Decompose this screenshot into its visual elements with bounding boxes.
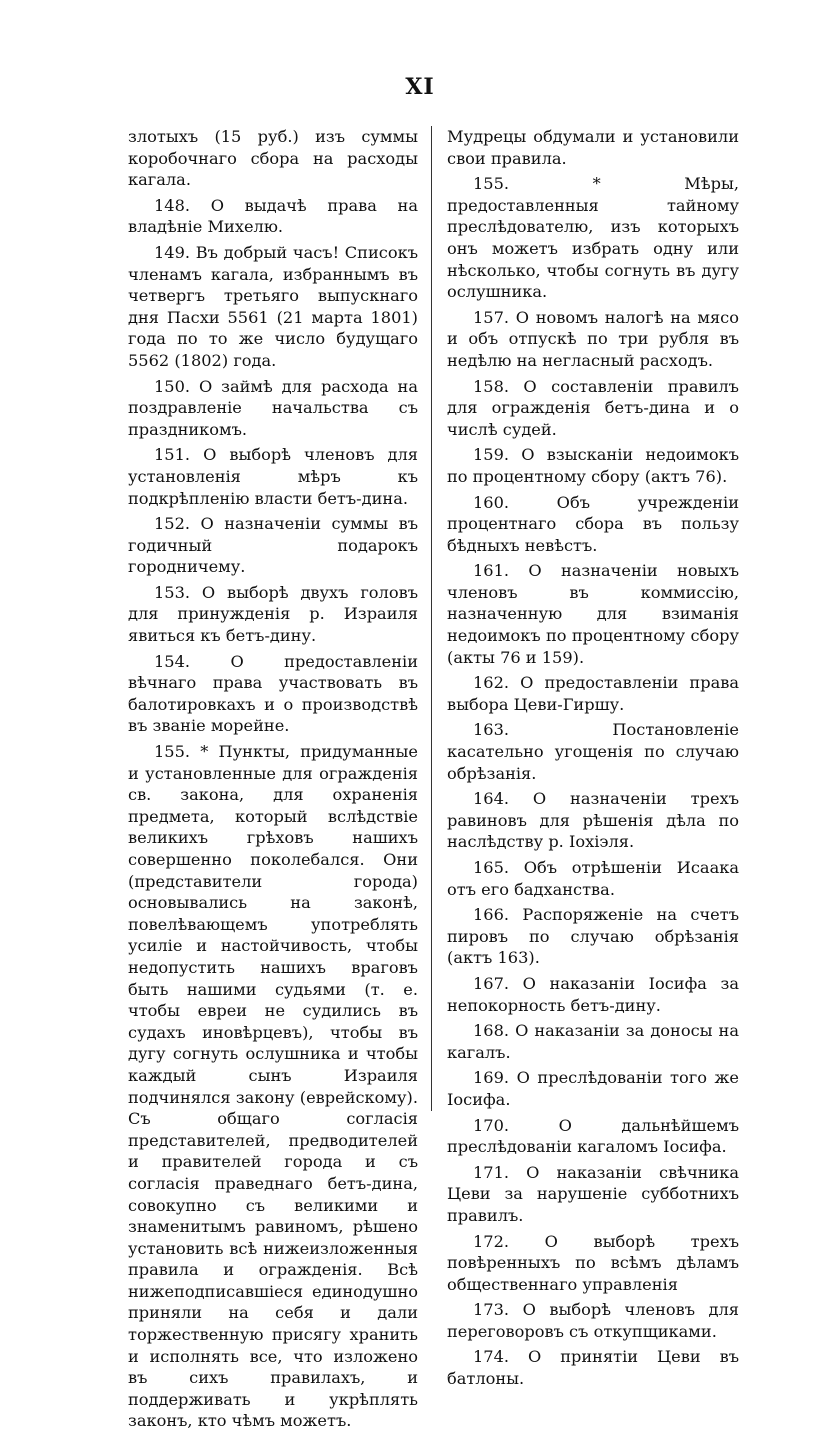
paragraph: 158. О составленіи правилъ для огражденія бетъ-дина и о числѣ судей. xyxy=(447,376,739,439)
paragraph: 165. Объ отрѣшеніи Исаака отъ его бадханства. xyxy=(447,858,739,899)
paragraph: 174. О принятіи Цеви въ батлоны. xyxy=(447,1347,739,1389)
paragraph: 159. О взысканіи недоимокъ по процентному сбору (актъ 76). xyxy=(447,445,739,486)
paragraph: 155. * Мѣры, предоставленныя тайному преслѣдователю, изъ которыхъ онъ можетъ избрать одну или нѣсколько, чтобы согнуть въ дугу ослушника. xyxy=(447,174,739,302)
paragraph: 155. * Пункты, придуманные и установленные для огражденія св. закона, для охраненія предмета, который вслѣдствіе великихъ грѣховъ нашихъ совершенно поколебался. Они (представители города) основывались на законѣ, повелѣвающемъ употреблять усиліе и настойчивость, чтобы недопустить нашихъ враговъ быть нашими судьями (т. е. чтобы евреи не судились въ судахъ иновѣрцевъ), чтобы въ дугу согнуть ослушника и чтобы каждый сынъ Израиля подчинялся закону (еврейскому). Съ общаго согласія представителей, предводителей и правителей города и съ согласія праведнаго бетъ-дина, совокупно съ великими и знаменитымъ равиномъ, рѣшено установить всѣ нижеизложенныя правила и огражденія. Всѣ нижеподписавшіеся единодушно приняли на себя и дали торжественную присягу хранить и исполнять все, что изложено въ сихъ правилахъ, и поддерживать и укрѣплять законъ, кто чѣмъ можетъ. xyxy=(128,742,418,1431)
paragraph: 157. О новомъ налогѣ на мясо и объ отпускѣ по три рубля въ недѣлю на негласный расходъ. xyxy=(447,307,739,370)
paragraph: 169. О преслѣдованіи того же Іосифа. xyxy=(447,1068,739,1109)
paragraph: 151. О выборѣ членовъ для установленія мѣръ къ подкрѣпленію власти бетъ-дина. xyxy=(128,445,418,508)
paragraph: 170. О дальнѣйшемъ преслѣдованіи кагаломъ Іосифа. xyxy=(447,1115,739,1157)
page-number: XI xyxy=(405,74,435,100)
paragraph: 163. Постановленіе касательно угощенія по случаю обрѣзанія. xyxy=(447,720,739,783)
paragraph: 154. О предоставленіи вѣчнаго права участвовать въ балотировкахъ и о производствѣ въ званіе морейне. xyxy=(128,651,418,736)
paragraph: 149. Въ добрый часъ! Списокъ членамъ кагала, избраннымъ въ четвергъ третьяго выпускнаго дня Пасхи 5561 (21 марта 1801) года по то же число будущаго 5562 (1802) года. xyxy=(128,242,418,370)
paragraph: 172. О выборѣ трехъ повѣренныхъ по всѣмъ дѣламъ общественнаго управленія xyxy=(447,1231,739,1294)
paragraph: 162. О предоставленіи права выбора Цеви-Гиршу. xyxy=(447,673,739,714)
paragraph: 167. О наказаніи Іосифа за непокорность бетъ-дину. xyxy=(447,973,739,1015)
paragraph: 148. О выдачѣ права на владѣніе Михелю. xyxy=(128,195,418,237)
paragraph: 171. О наказаніи свѣчника Цеви за нарушеніе субботнихъ правилъ. xyxy=(447,1162,739,1225)
left-column xyxy=(128,126,418,1436)
right-column xyxy=(447,126,739,1394)
paragraph: 173. О выборѣ членовъ для переговоровъ съ откупщиками. xyxy=(447,1300,739,1341)
column-divider xyxy=(431,126,432,1111)
paragraph: 160. Объ учрежденіи процентнаго сбора въ пользу бѣдныхъ невѣстъ. xyxy=(447,492,739,555)
paragraph: 161. О назначеніи новыхъ членовъ въ коммиссію, назначенную для взиманія недоимокъ по процентному сбору (акты 76 и 159). xyxy=(447,561,739,667)
paragraph: 152. О назначеніи суммы въ годичный подарокъ городничему. xyxy=(128,514,418,577)
paragraph: 168. О наказаніи за доносы на кагалъ. xyxy=(447,1021,739,1062)
paragraph: 164. О назначеніи трехъ равиновъ для рѣшенія дѣла по наслѣдству р. Іохіэля. xyxy=(447,789,739,852)
paragraph: 166. Распоряженіе на счетъ пировъ по случаю обрѣзанія (актъ 163). xyxy=(447,905,739,968)
paragraph: 153. О выборѣ двухъ головъ для принужденія р. Израиля явиться къ бетъ-дину. xyxy=(128,582,418,646)
paragraph: злотыхъ (15 руб.) изъ суммы коробочнаго сбора на расходы кагала. xyxy=(128,127,418,190)
paragraph: Мудрецы обдумали и установили свои правила. xyxy=(447,127,739,168)
paragraph: 150. О займѣ для расхода на поздравленіе начальства съ праздникомъ. xyxy=(128,376,418,439)
